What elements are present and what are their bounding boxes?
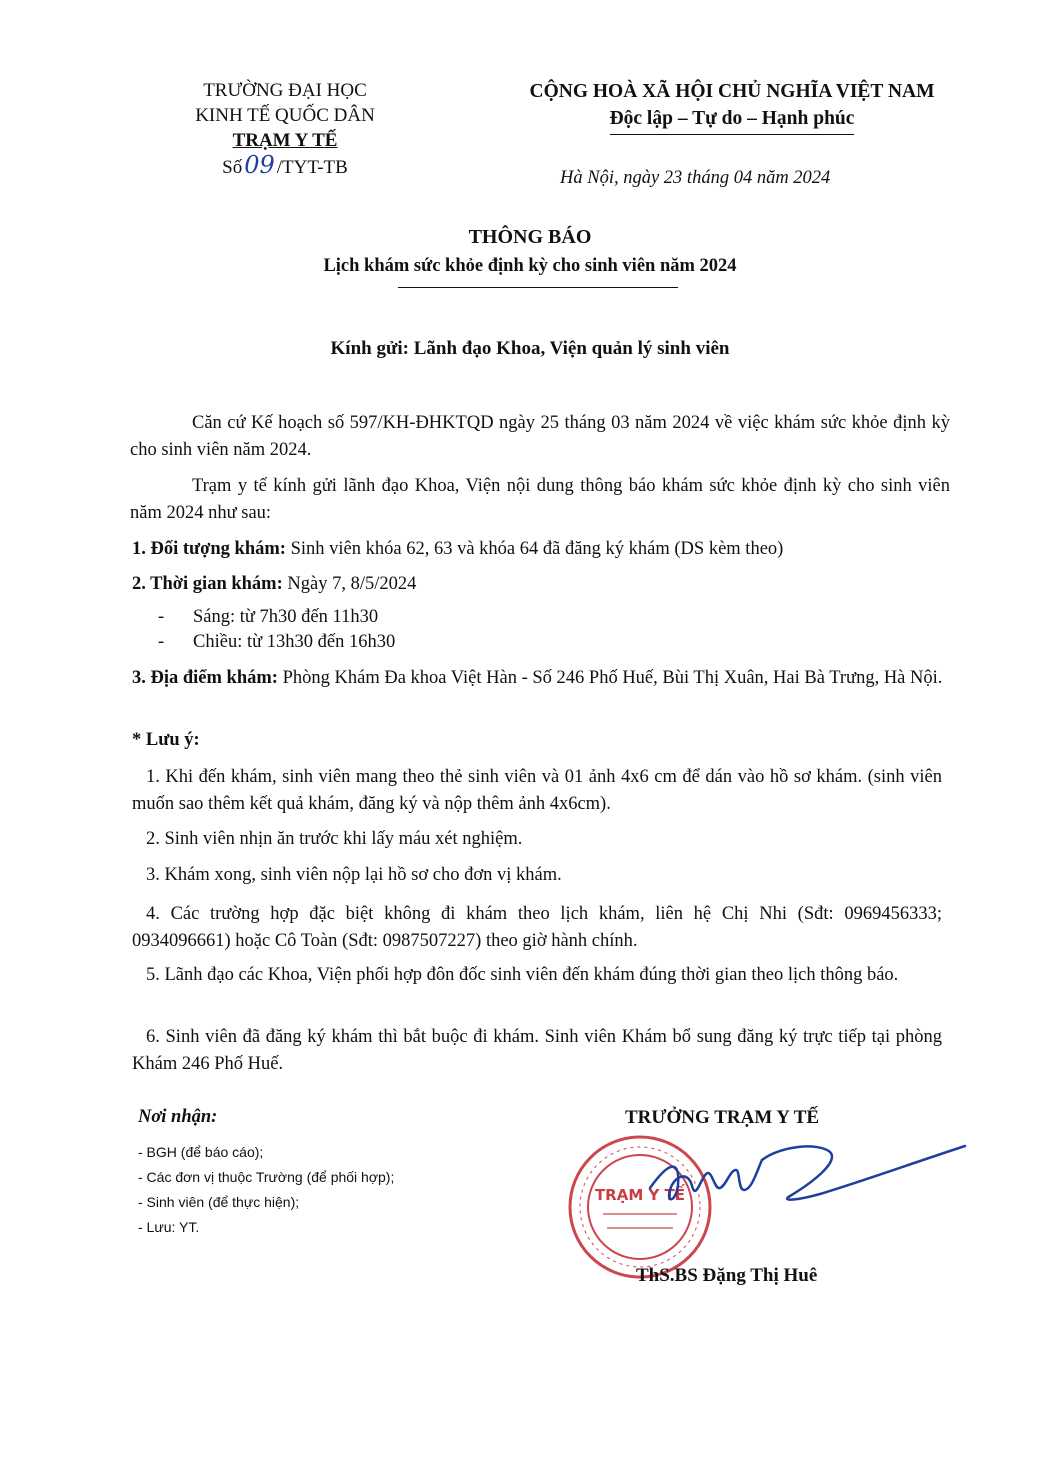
time-slot-list xyxy=(158,605,395,655)
note-item: 5. Lãnh đạo các Khoa, Viện phối hợp đôn đốc sinh viên đến khám đúng thời gian theo lịch thông báo. xyxy=(146,965,899,985)
signer-name: ThS.BS Đặng Thị Huê xyxy=(636,1265,818,1286)
bullet-dash: - xyxy=(158,632,165,652)
nation-name: CỘNG HOÀ XÃ HỘI CHỦ NGHĨA VIỆT NAM xyxy=(529,81,935,102)
title-divider xyxy=(398,287,678,288)
issuer-unit: TRẠM Y TẾ xyxy=(232,130,338,151)
signer-title: TRƯỞNG TRẠM Y TẾ xyxy=(625,1107,820,1128)
item-target-group-text: Sinh viên khóa 62, 63 và khóa 64 đã đăng ký khám (DS kèm theo) xyxy=(285,539,784,559)
document-number-suffix: /TYT-TB xyxy=(276,157,348,178)
recipient-item: - BGH (để báo cáo); xyxy=(138,1144,264,1160)
stamp-label: TRẠM Y TẾ xyxy=(594,1186,686,1204)
note-item: 1. Khi đến khám, sinh viên mang theo thẻ sinh viên và 01 ảnh 4x6 cm để dán vào hồ sơ khám. (sinh viên muốn sao thêm kết quả khám, đăng ký và nộp thêm ảnh 4x6cm). xyxy=(132,767,942,814)
time-slot-text: Chiều: từ 13h30 đến 16h30 xyxy=(193,632,396,652)
issuer-university-line2: KINH TẾ QUỐC DÂN xyxy=(195,105,375,126)
note-item: 3. Khám xong, sinh viên nộp lại hồ sơ cho đơn vị khám. xyxy=(146,865,562,885)
item-target-group-label: 1. Đối tượng khám: xyxy=(132,539,286,559)
recipient-item: - Sinh viên (để thực hiện); xyxy=(138,1194,300,1210)
national-motto: Độc lập – Tự do – Hạnh phúc xyxy=(610,105,855,135)
document-title: THÔNG BÁO xyxy=(468,226,592,248)
basis-paragraph: Căn cứ Kế hoạch số 597/KH-ĐHKTQD ngày 25 tháng 03 năm 2024 về việc khám sức khỏe định kỳ cho sinh viên năm 2024. xyxy=(130,413,950,460)
time-slot-afternoon xyxy=(158,630,395,655)
recipient-item: - Lưu: YT. xyxy=(138,1219,200,1235)
time-slot-morning xyxy=(158,605,395,630)
recipients-heading: Nơi nhận: xyxy=(138,1107,218,1127)
note-item: 2. Sinh viên nhịn ăn trước khi lấy máu xét nghiệm. xyxy=(146,829,523,849)
recipients-list xyxy=(138,1140,394,1240)
national-header xyxy=(492,78,972,135)
item-exam-location-label: 3. Địa điểm khám: xyxy=(132,668,278,688)
recipient-item: - Các đơn vị thuộc Trường (để phối hợp); xyxy=(138,1169,395,1185)
intro-paragraph: Trạm y tế kính gửi lãnh đạo Khoa, Viện nội dung thông báo khám sức khỏe định kỳ cho sinh viên năm 2024 như sau: xyxy=(130,476,950,523)
issuer-block xyxy=(170,78,400,180)
note-item: 6. Sinh viên đã đăng ký khám thì bắt buộc đi khám. Sinh viên Khám bổ sung đăng ký trực tiếp tại phòng Khám 246 Phố Huế. xyxy=(132,1027,942,1074)
document-date: Hà Nội, ngày 23 tháng 04 năm 2024 xyxy=(560,168,831,188)
item-exam-time xyxy=(132,571,952,598)
item-exam-location-text: Phòng Khám Đa khoa Việt Hàn - Số 246 Phố Huế, Bùi Thị Xuân, Hai Bà Trưng, Hà Nội. xyxy=(277,668,943,688)
item-exam-location xyxy=(132,665,952,692)
item-target-group xyxy=(132,536,952,563)
recipient-line: Kính gửi: Lãnh đạo Khoa, Viện quản lý sinh viên xyxy=(330,338,730,359)
document-number-handwritten: 09 xyxy=(244,151,275,179)
document-number xyxy=(170,153,400,180)
bullet-dash: - xyxy=(158,607,165,627)
item-exam-time-text: Ngày 7, 8/5/2024 xyxy=(282,574,417,594)
issuer-university-line1: TRƯỜNG ĐẠI HỌC xyxy=(203,80,367,101)
time-slot-text: Sáng: từ 7h30 đến 11h30 xyxy=(193,607,379,627)
notes-heading: * Lưu ý: xyxy=(132,730,200,750)
handwritten-signature xyxy=(640,1140,970,1230)
document-subtitle: Lịch khám sức khỏe định kỳ cho sinh viên năm 2024 xyxy=(323,256,737,276)
document-number-prefix: Số xyxy=(222,157,243,178)
note-item: 4. Các trường hợp đặc biệt không đi khám theo lịch khám, liên hệ Chị Nhi (Sđt: 0969456333; 0934096661) hoặc Cô Toàn (Sđt: 0987507227) theo giờ hành chính. xyxy=(132,904,942,951)
item-exam-time-label: 2. Thời gian khám: xyxy=(132,574,283,594)
